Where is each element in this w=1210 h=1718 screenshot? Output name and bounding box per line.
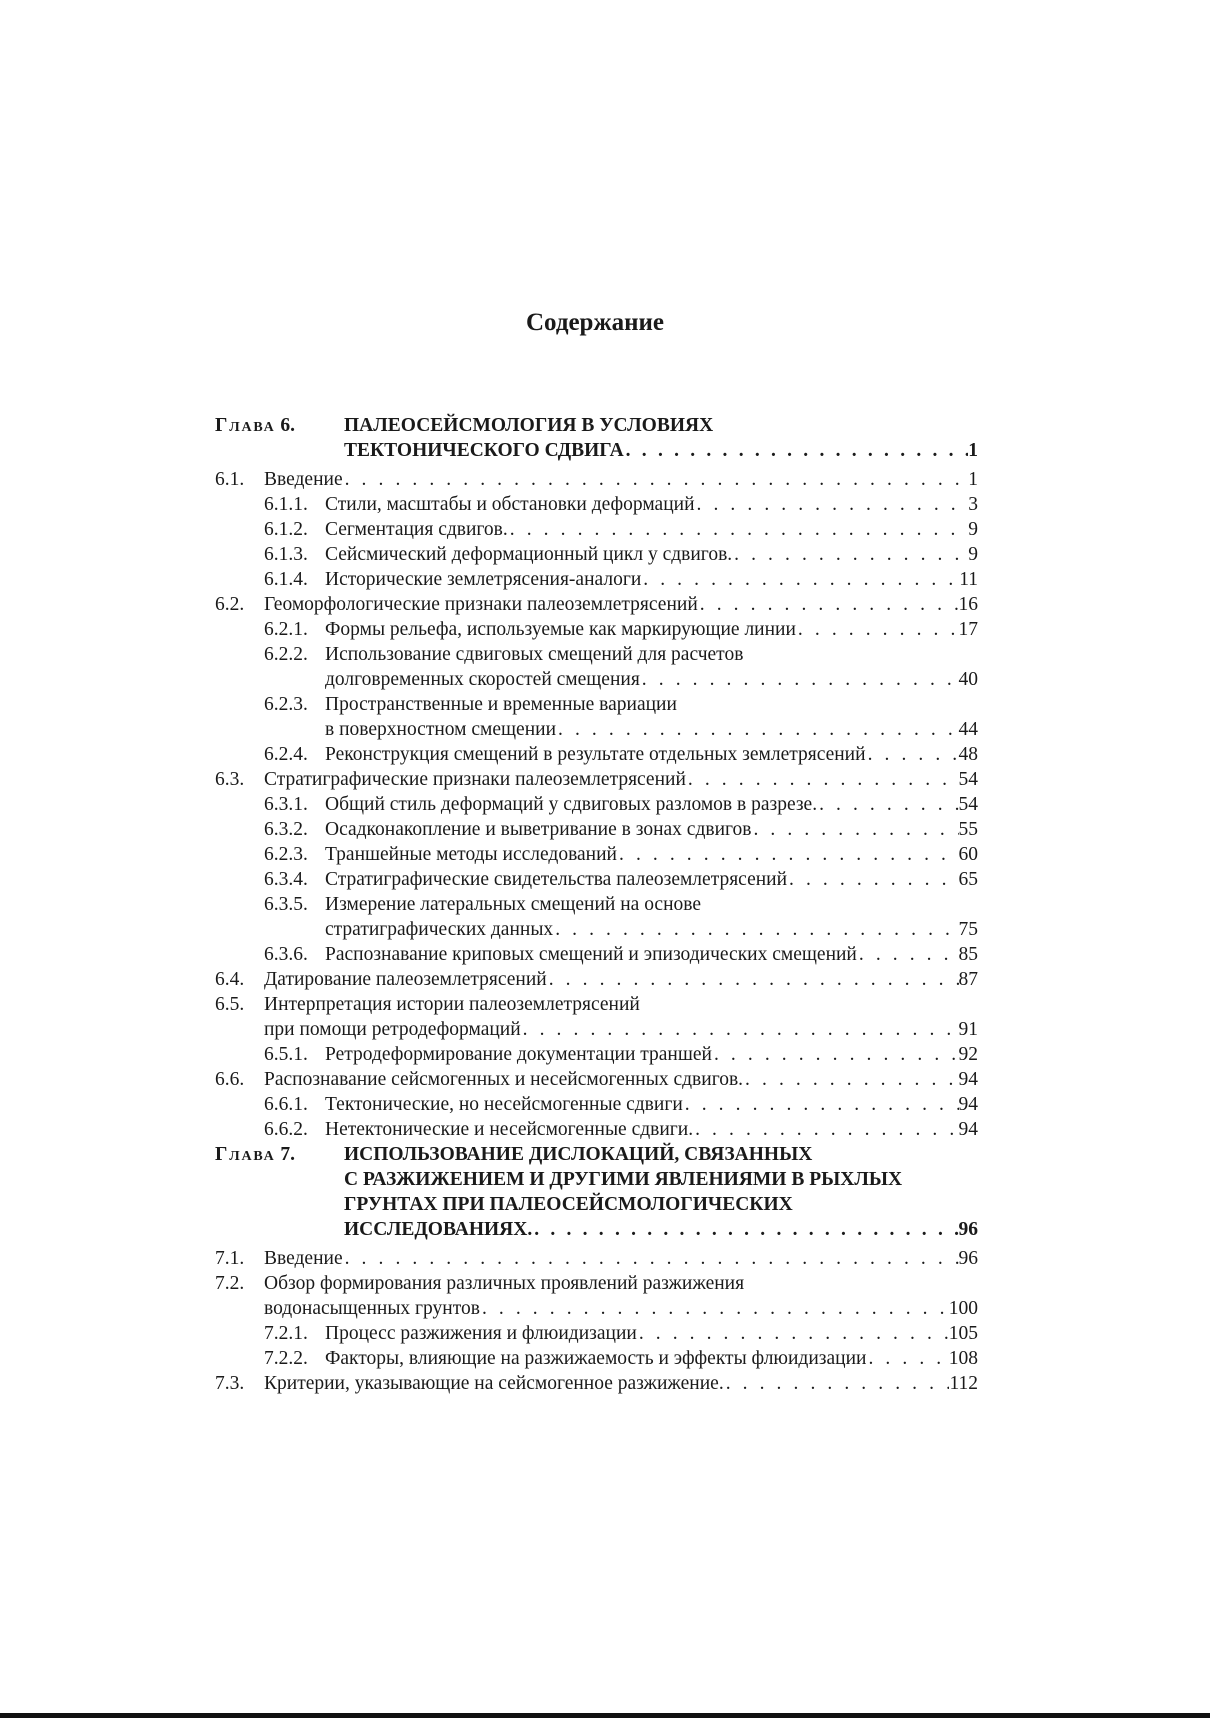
section-title-text: стратиграфических данных [325,919,554,940]
toc-entry[interactable] [215,542,978,567]
table-of-contents [215,413,978,1396]
section-title-line [325,842,978,867]
section-number: 7.2.1. [264,1323,308,1344]
section-number: 6.3.6. [264,944,308,965]
dot-leader [732,542,968,567]
section-title-line [325,742,978,767]
page-number: 1 [968,469,978,490]
page-number: 94 [958,1069,978,1090]
section-title-text: Введение [264,1248,343,1269]
page-number: 94 [958,1119,978,1140]
section-number: 6.1.1. [264,494,308,515]
section-title [325,792,978,817]
section-title-line [325,1092,978,1117]
section-title [325,1321,978,1346]
toc-entry[interactable] [215,1067,978,1092]
toc-entry[interactable] [215,1042,978,1067]
section-number: 6.2. [215,594,245,615]
section-number: 6.3.4. [264,869,308,890]
chapter-title-line [344,438,978,463]
section-number: 7.2. [215,1273,245,1294]
toc-entry[interactable] [215,592,978,617]
section-title-line [325,1117,978,1142]
section-number: 7.3. [215,1373,245,1394]
section-title-text: долговременных скоростей смещения [325,669,640,690]
toc-entry[interactable] [215,842,978,867]
chapter-title-line [344,1217,978,1242]
toc-entry[interactable] [215,517,978,542]
section-title-text: Нетектонические и несейсмогенные сдвиги. [325,1119,694,1140]
section-title-line [325,1321,978,1346]
toc-entry-list [215,467,978,1142]
section-title-line [325,817,978,842]
dot-leader [857,942,959,967]
section-title-line [264,467,978,492]
section-title-text: Стили, масштабы и обстановки деформаций [325,494,695,515]
dot-leader [724,1371,950,1396]
section-title-line [325,692,978,717]
section-title [325,567,978,592]
section-number: 6.1.3. [264,544,308,565]
toc-entry[interactable] [215,867,978,892]
page-number: 96 [958,1248,978,1269]
section-title-text: Осадконакопление и выветривание в зонах сдвигов [325,819,752,840]
section-title-text: в поверхностном смещении [325,719,557,740]
section-number: 6.1.4. [264,569,308,590]
section-title-text: Обзор формирования различных проявлений разжижения [264,1273,745,1294]
section-number: 7.2.2. [264,1348,308,1369]
chapter-title-line [344,413,978,438]
section-number: 6.2.1. [264,619,308,640]
chapter-word: Глава [215,415,276,436]
section-title [264,1271,978,1321]
section-number: 6.3. [215,769,245,790]
page-number: 108 [948,1348,978,1369]
dot-leader [743,1067,958,1092]
toc-entry[interactable] [215,567,978,592]
chapter-title-line [344,1167,978,1192]
section-title [264,592,978,617]
chapter-title-line [344,1142,978,1167]
dot-leader [343,467,969,492]
toc-entry-list [215,1246,978,1396]
section-title-line [325,667,978,692]
toc-entry[interactable] [215,1371,978,1396]
chapter-title-text: ПАЛЕОСЕЙСМОЛОГИЯ В УСЛОВИЯХ [344,415,714,436]
section-title-line [264,992,978,1017]
page-number: 9 [968,544,978,565]
section-title-line [264,1371,978,1396]
section-title [264,1067,978,1092]
section-title [325,617,978,642]
section-number: 6.3.2. [264,819,308,840]
page-number: 94 [958,1094,978,1115]
section-title [325,1117,978,1142]
section-title-text: Факторы, влияющие на разжижаемость и эффекты флюидизации [325,1348,867,1369]
page-number: 75 [958,919,978,940]
page-number: 17 [958,619,978,640]
section-title-line [325,867,978,892]
section-title-line [264,592,978,617]
chapter-title-text: ИССЛЕДОВАНИЯХ. [344,1219,533,1240]
page-number: 100 [948,1298,978,1319]
page-number: 1 [968,440,978,461]
dot-leader [640,667,959,692]
dot-leader [637,1321,949,1346]
section-title-text: Распознавание сейсмогенных и несейсмогенных сдвигов. [264,1069,744,1090]
section-title-line [264,767,978,792]
page-number: 91 [958,1019,978,1040]
section-number: 6.5.1. [264,1044,308,1065]
toc-entry[interactable] [215,967,978,992]
section-title-text: Реконструкция смещений в результате отдельных землетрясений [325,744,866,765]
section-title-text: Сейсмический деформационный цикл у сдвигов. [325,544,733,565]
section-title-line [325,567,978,592]
dot-leader [553,917,958,942]
dot-leader [695,492,969,517]
section-title [325,1346,978,1371]
section-number: 6.6.1. [264,1094,308,1115]
page-number: 54 [958,794,978,815]
chapter-number: 7. [280,1144,296,1165]
section-title [325,817,978,842]
section-title-text: Общий стиль деформаций у сдвиговых разломов в разрезе. [325,794,818,815]
chapter-title-line [344,1192,978,1217]
section-title-text: Ретродеформирование документации траншей [325,1044,712,1065]
section-number: 6.6.2. [264,1119,308,1140]
dot-leader [698,592,959,617]
chapter-title-text: ИСПОЛЬЗОВАНИЕ ДИСЛОКАЦИЙ, СВЯЗАННЫХ [344,1144,813,1165]
chapter-title-text: ТЕКТОНИЧЕСКОГО СДВИГА [344,440,624,461]
section-title-line [325,892,978,917]
toc-entry[interactable] [215,817,978,842]
section-title-text: Траншейные методы исследований [325,844,617,865]
section-title [325,492,978,517]
section-title [325,942,978,967]
page-number: 92 [958,1044,978,1065]
section-title-text: Пространственные и временные вариации [325,694,677,715]
toc-entry[interactable] [215,942,978,967]
section-title-text: Сегментация сдвигов. [325,519,508,540]
dot-leader [508,517,968,542]
page-number: 40 [958,669,978,690]
page-number: 85 [958,944,978,965]
toc-entry[interactable] [215,467,978,492]
dot-leader [866,742,959,767]
section-title [325,892,978,942]
toc-entry[interactable] [215,1271,978,1321]
dot-leader [343,1246,959,1271]
dot-leader [686,767,959,792]
page-number: 105 [948,1323,978,1344]
section-number: 6.4. [215,969,245,990]
dot-leader [693,1117,958,1142]
chapter-number: 6. [280,415,296,436]
page-number: 54 [958,769,978,790]
toc-entry[interactable] [215,742,978,767]
section-title-text: водонасыщенных грунтов [264,1298,480,1319]
section-title [264,467,978,492]
page-number: 65 [958,869,978,890]
section-title-line [264,1246,978,1271]
section-title-text: при помощи ретродеформаций [264,1019,521,1040]
toc-entry[interactable] [215,892,978,942]
chapter-heading[interactable] [215,1142,978,1242]
page-number: 44 [958,719,978,740]
toc-entry[interactable] [215,992,978,1042]
toc-entry[interactable] [215,792,978,817]
section-number: 6.6. [215,1069,245,1090]
section-title-line [325,917,978,942]
section-title-text: Введение [264,469,343,490]
section-number: 6.2.2. [264,644,308,665]
section-title-text: Формы рельефа, используемые как маркирующие линии [325,619,796,640]
toc-entry[interactable] [215,1117,978,1142]
dot-leader [796,617,959,642]
section-title [264,767,978,792]
section-title-line [325,1346,978,1371]
section-title-text: Тектонические, но несейсмогенные сдвиги [325,1094,683,1115]
section-number: 6.5. [215,994,245,1015]
section-title-text: Использование сдвиговых смещений для расчетов [325,644,744,665]
page-number: 16 [958,594,978,615]
chapter-title-text: ГРУНТАХ ПРИ ПАЛЕОСЕЙСМОЛОГИЧЕСКИХ [344,1194,793,1215]
chapter-title-text: С РАЗЖИЖЕНИЕМ И ДРУГИМИ ЯВЛЕНИЯМИ В РЫХЛЫХ [344,1169,903,1190]
dot-leader [521,1017,959,1042]
section-title-text: Критерии, указывающие на сейсмогенное разжижение. [264,1373,724,1394]
section-title-text: Распознавание криповых смещений и эпизодических смещений [325,944,857,965]
section-number: 6.3.1. [264,794,308,815]
page-number: 48 [958,744,978,765]
section-number: 6.2.3. [264,694,308,715]
toc-entry[interactable] [215,1246,978,1271]
chapter-title [344,1142,978,1242]
section-title-text: Измерение латеральных смещений на основе [325,894,702,915]
section-title-line [325,492,978,517]
page-number: 60 [958,844,978,865]
chapter-title [344,413,978,463]
section-title-text: Процесс разжижения и флюидизации [325,1323,637,1344]
section-title [325,542,978,567]
section-title-line [325,517,978,542]
dot-leader [624,438,969,463]
page-number: 112 [949,1373,978,1394]
toc-entry[interactable] [215,617,978,642]
section-title [264,967,978,992]
toc-entry[interactable] [215,492,978,517]
dot-leader [556,717,958,742]
section-title [264,1246,978,1271]
page-number: 9 [968,519,978,540]
section-title-text: Датирование палеоземлетрясений [264,969,547,990]
toc-entry[interactable] [215,767,978,792]
section-title [325,842,978,867]
section-title [325,642,978,692]
dot-leader [547,967,959,992]
section-title-line [264,1067,978,1092]
section-number: 6.3.5. [264,894,308,915]
section-number: 6.1.2. [264,519,308,540]
section-title [325,517,978,542]
dot-leader [480,1296,949,1321]
section-title-line [325,792,978,817]
page-number: 87 [958,969,978,990]
section-title-line [264,1271,978,1296]
chapter-word: Глава [215,1144,276,1165]
page-number: 55 [958,819,978,840]
page-number: 96 [958,1219,978,1240]
section-title [264,992,978,1042]
chapter-heading[interactable] [215,413,978,463]
section-title [325,867,978,892]
section-number: 7.1. [215,1248,245,1269]
dot-leader [683,1092,959,1117]
page-number: 11 [959,569,978,590]
chapter-label [215,413,344,463]
toc-entry[interactable] [215,1321,978,1346]
section-title-line [325,642,978,667]
dot-leader [817,792,958,817]
section-title-line [325,1042,978,1067]
section-title-text: Стратиграфические признаки палеоземлетрясений [264,769,686,790]
section-title-text: Стратиграфические свидетельства палеоземлетрясений [325,869,788,890]
section-title-line [264,1296,978,1321]
section-title-line [264,1017,978,1042]
section-number: 6.2.3. [264,844,308,865]
section-title [325,1092,978,1117]
page-number: 3 [968,494,978,515]
section-title [325,742,978,767]
toc-entry[interactable] [215,1092,978,1117]
section-title [325,692,978,742]
section-title-text: Интерпретация истории палеоземлетрясений [264,994,640,1015]
section-number: 6.2.4. [264,744,308,765]
toc-entry[interactable] [215,692,978,742]
dot-leader [532,1217,958,1242]
bottom-rule [0,1713,1210,1718]
toc-entry[interactable] [215,642,978,692]
dot-leader [787,867,958,892]
section-title-text: Геоморфологические признаки палеоземлетрясений [264,594,698,615]
section-title-line [325,617,978,642]
toc-entry[interactable] [215,1346,978,1371]
section-title-line [325,942,978,967]
dot-leader [751,817,958,842]
section-title-line [325,717,978,742]
section-title-line [264,967,978,992]
section-title [264,1371,978,1396]
dot-leader [712,1042,959,1067]
dot-leader [641,567,959,592]
dot-leader [617,842,959,867]
section-title-text: Исторические землетрясения-аналоги [325,569,642,590]
chapter-label [215,1142,344,1242]
page-title: Содержание [525,309,664,336]
section-title-line [325,542,978,567]
section-title [325,1042,978,1067]
section-number: 6.1. [215,469,245,490]
dot-leader [866,1346,948,1371]
